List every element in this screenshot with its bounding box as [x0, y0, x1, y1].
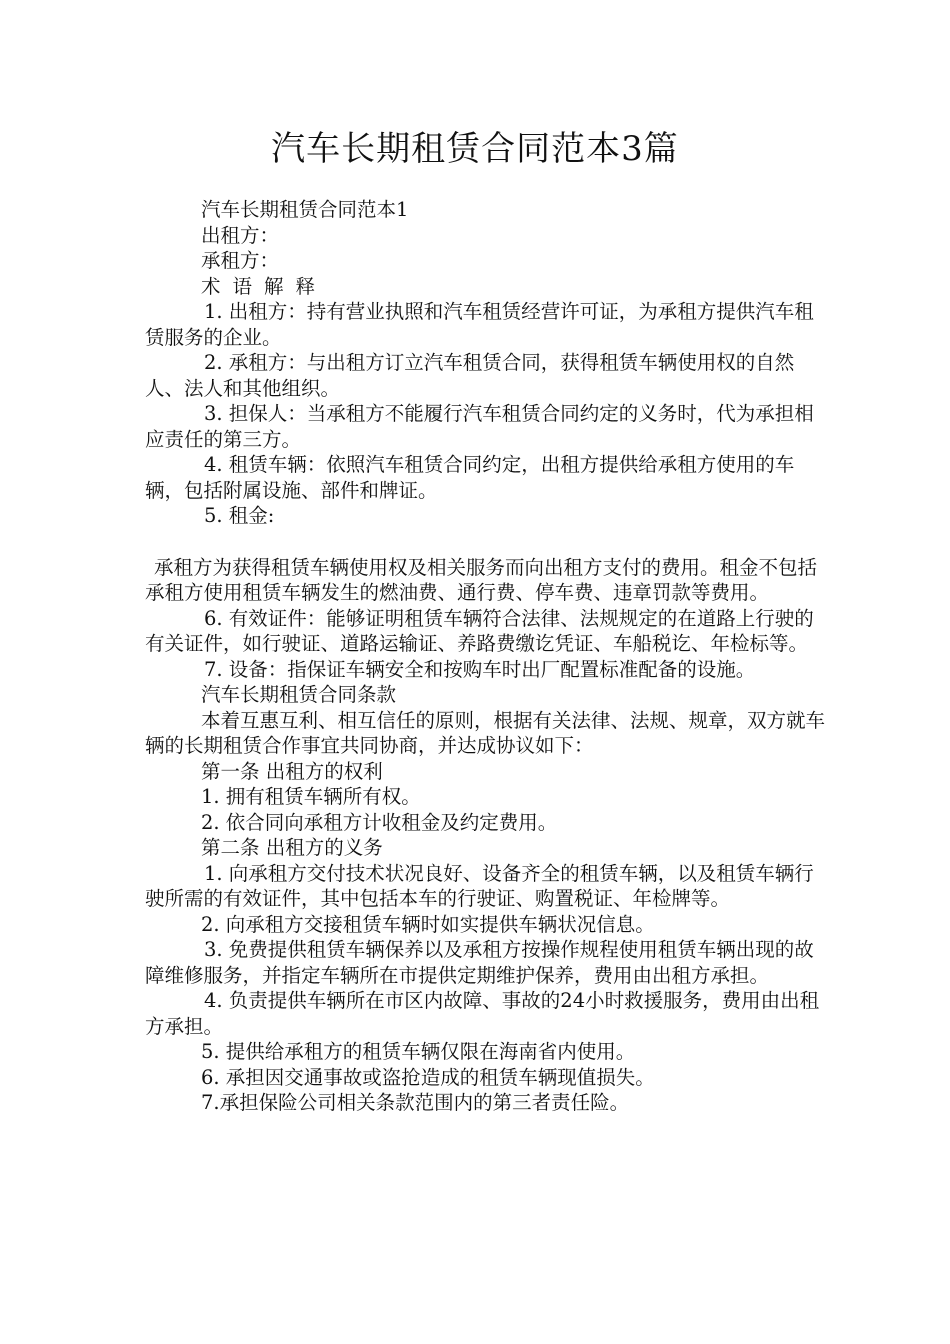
- contract-heading: 汽车长期租赁合同范本1: [201, 198, 409, 221]
- clause-item: 1. 拥有租赁车辆所有权。: [201, 785, 421, 808]
- term-item: 5. 租金:: [204, 504, 275, 527]
- article-heading: 第二条 出租方的义务: [201, 836, 383, 859]
- lessee-field: 承租方：: [201, 249, 280, 272]
- clause-item: 5. 提供给承租方的租赁车辆仅限在海南省内使用。: [201, 1040, 636, 1063]
- term-item: 7. 设备：指保证车辆安全和按购车时出厂配置标准配备的设施。: [204, 657, 756, 681]
- term-item: 1. 出租方：持有营业执照和汽车租赁经营许可证，为承租方提供汽车租赁服务的企业。: [145, 300, 814, 349]
- clause-item: 3. 免费提供租赁车辆保养以及承租方按操作规程使用租赁车辆出现的故障维修服务，并指定车辆所在市提供定期维护保养，费用由出租方承担。: [145, 938, 814, 987]
- terms-heading: 术语解释: [201, 274, 328, 298]
- clause-item: 2. 向承租方交接租赁车辆时如实提供车辆状况信息。: [201, 912, 655, 936]
- term-item: 4. 租赁车辆：依照汽车租赁合同约定，出租方提供给承租方使用的车辆，包括附属设施、部件和牌证。: [145, 453, 795, 502]
- clause-item: 7.承担保险公司相关条款范围内的第三者责任险。: [201, 1091, 630, 1114]
- clause-item: 1. 向承租方交付技术状况良好、设备齐全的租赁车辆，以及租赁车辆行驶所需的有效证件，其中包括本车的行驶证、购置税证、年检牌等。: [145, 861, 814, 910]
- paragraph-gap: [145, 529, 825, 555]
- article-heading: 第一条 出租方的权利: [201, 759, 383, 783]
- term-item: 6. 有效证件：能够证明租赁车辆符合法律、法规规定的在道路上行驶的有关证件，如行驶证、道路运输证、养路费缴讫凭证、车船税讫、年检标等。: [145, 606, 814, 655]
- preamble: 本着互惠互利、相互信任的原则，根据有关法律、法规、规章，双方就车辆的长期租赁合作事宜共同协商，并达成协议如下：: [145, 708, 826, 757]
- document-body: [145, 197, 825, 1116]
- document-title: 汽车长期租赁合同范本3篇: [271, 129, 679, 169]
- clause-item: 2. 依合同向承租方计收租金及约定费用。: [201, 810, 558, 834]
- clause-item: 6. 承担因交通事故或盗抢造成的租赁车辆现值损失。: [201, 1065, 655, 1089]
- rent-definition: 承租方为获得租赁车辆使用权及相关服务而向出租方支付的费用。租金不包括承租方使用租赁车辆发生的燃油费、通行费、停车费、违章罚款等费用。: [145, 555, 818, 604]
- clause-item: 4. 负责提供车辆所在市区内故障、事故的24小时救援服务，费用由出租方承担。: [145, 989, 820, 1038]
- clauses-heading: 汽车长期租赁合同条款: [201, 683, 397, 706]
- term-item: 2. 承租方：与出租方订立汽车租赁合同，获得租赁车辆使用权的自然人、法人和其他组织。: [145, 351, 795, 400]
- lessor-field: 出租方：: [201, 223, 280, 247]
- term-item: 3. 担保人：当承租方不能履行汽车租赁合同约定的义务时，代为承担相应责任的第三方。: [145, 402, 814, 451]
